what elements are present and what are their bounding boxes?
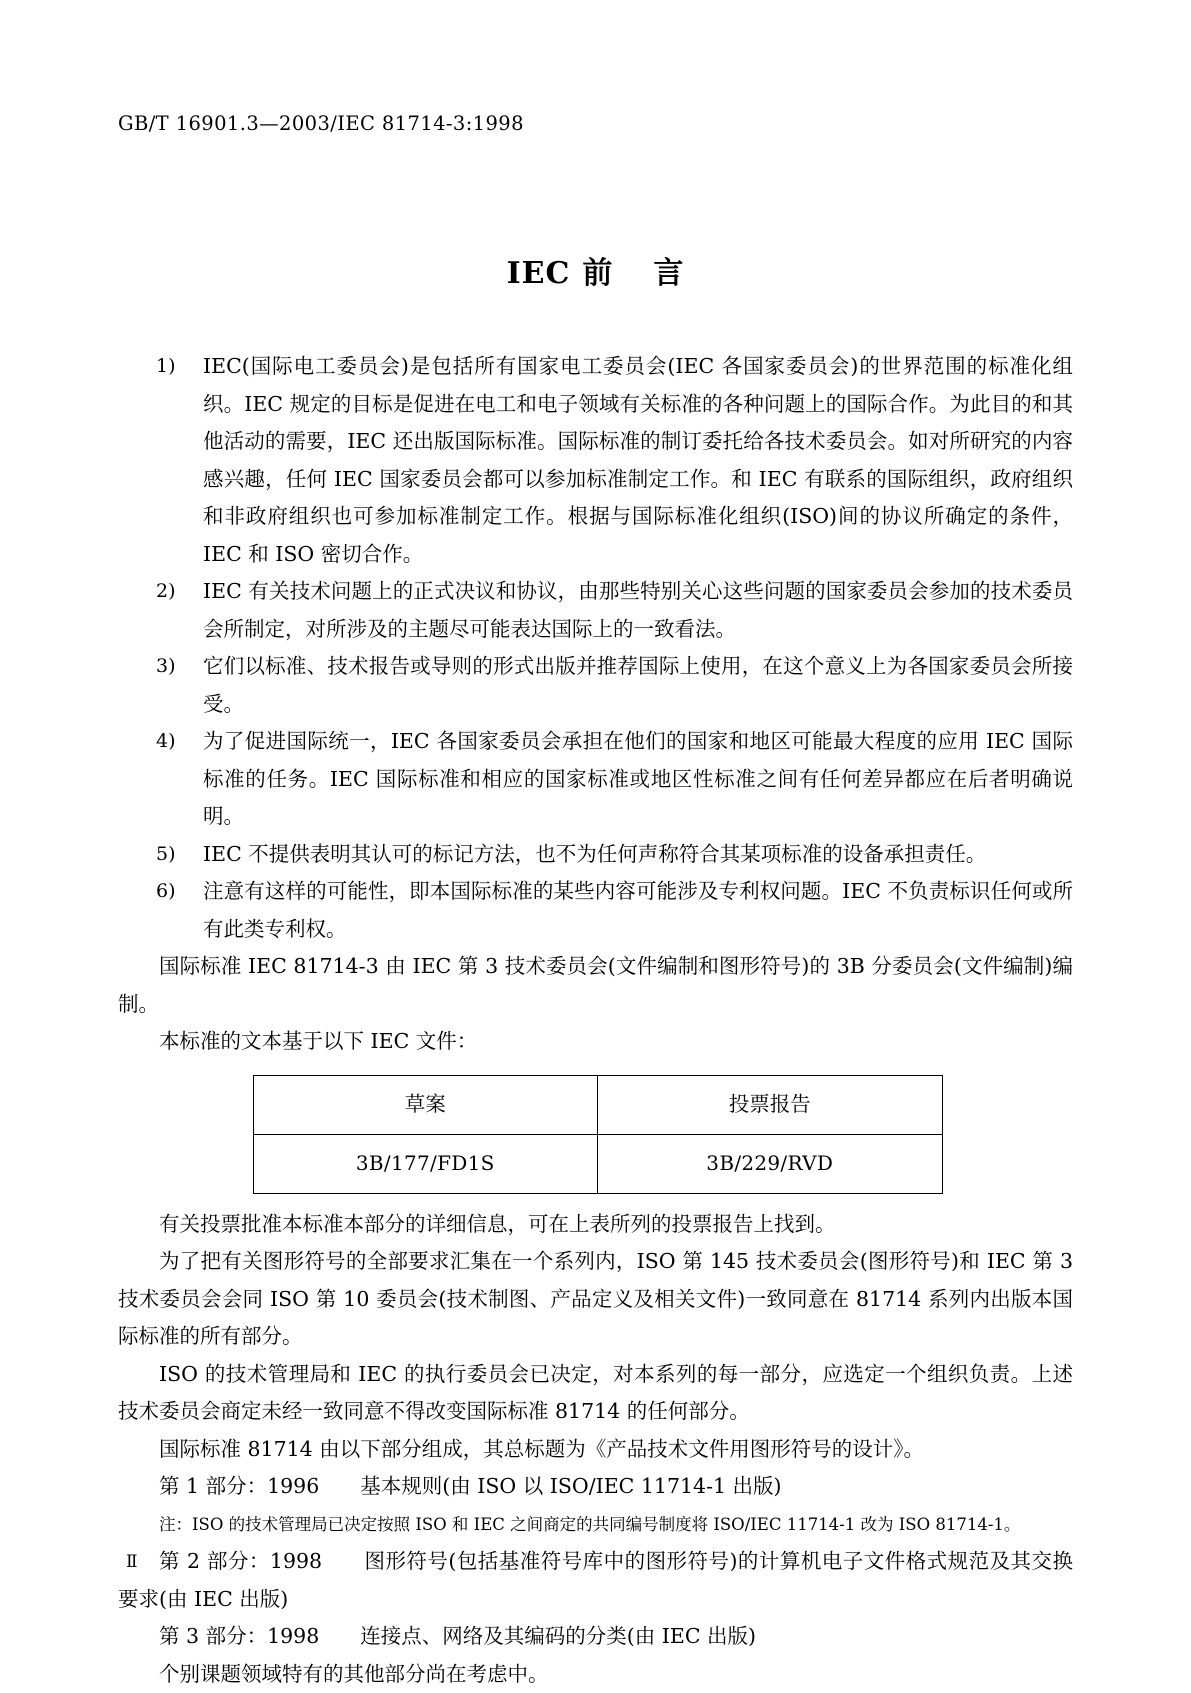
running-head (118, 112, 524, 135)
standard-code: GB/T 16901.3—2003/IEC 81714-3:1998 (118, 112, 524, 135)
page-folio: Ⅱ (126, 1552, 138, 1572)
paragraph-prepared-by: 国际标准 IEC 81714-3 由 IEC 第 3 技术委员会(文件编制和图形符号)的 3B 分委员会(文件编制)编制。 (118, 948, 1073, 1023)
paragraph-voting-info: 有关投票批准本标准本部分的详细信息，可在上表所列的投票报告上找到。 (118, 1206, 1073, 1244)
clause-text: 注意有这样的可能性，即本国际标准的某些内容可能涉及专利权问题。IEC 不负责标识任何或所有此类专利权。 (203, 873, 1073, 948)
clause-marker: 5) (156, 836, 196, 874)
clause-marker: 3) (156, 648, 196, 686)
paragraph-other-parts: 个别课题领域特有的其他部分尚在考虑中。 (118, 1656, 1073, 1693)
clause-marker: 2) (156, 573, 196, 611)
page-title (0, 248, 1191, 292)
table-header-voting-report: 投票报告 (598, 1075, 943, 1134)
clause-text: IEC 不提供表明其认可的标记方法，也不为任何声称符合其某项标准的设备承担责任。 (203, 836, 1073, 874)
page-title-cjk-first: 前 (582, 256, 613, 291)
list-item (118, 648, 1073, 723)
clause-text: IEC 有关技术问题上的正式决议和协议，由那些特别关心这些问题的国家委员会参加的技术委员会所制定，对所涉及的主题尽可能表达国际上的一致看法。 (203, 573, 1073, 648)
paragraph-parts-intro: 国际标准 81714 由以下部分组成，其总标题为《产品技术文件用图形符号的设计》。 (118, 1431, 1073, 1469)
list-item (118, 348, 1073, 573)
page-title-cjk-second: 言 (653, 256, 684, 291)
iec-foreword-clause-list (118, 348, 1073, 948)
table-cell-draft-code: 3B/177/FD1S (253, 1134, 598, 1193)
page-title-latin: IEC (507, 256, 571, 291)
body-content (118, 348, 1073, 1693)
table-row (253, 1134, 942, 1193)
source-documents-table (253, 1075, 943, 1194)
clause-marker: 6) (156, 873, 196, 911)
paragraph-series-agreement: 为了把有关图形符号的全部要求汇集在一个系列内，ISO 第 145 技术委员会(图形符号)和 IEC 第 3 技术委员会会同 ISO 第 10 委员会(技术制图、产品定义及相关文件)一致同意在 81714 系列内出版本国际标准的所有部分。 (118, 1243, 1073, 1356)
table-header-draft: 草案 (253, 1075, 598, 1134)
list-item (118, 723, 1073, 836)
table-header-row (253, 1075, 942, 1134)
table-cell-voting-report-code: 3B/229/RVD (598, 1134, 943, 1193)
paragraph-part-3: 第 3 部分：1998 连接点、网络及其编码的分类(由 IEC 出版) (118, 1618, 1073, 1656)
clause-text: IEC(国际电工委员会)是包括所有国家电工委员会(IEC 各国家委员会)的世界范围的标准化组织。IEC 规定的目标是促进在电工和电子领域有关标准的各种问题上的国际合作。为此目的和其他活动的需要，IEC 还出版国际标准。国际标准的制订委托给各技术委员会。如对所研究的内容感兴趣，任何 IEC 国家委员会都可以参加标准制定工作。和 IEC 有联系的国际组织，政府组织和非政府组织也可参加标准制定工作。根据与国际标准化组织(ISO)间的协议所确定的条件，IEC 和 ISO 密切合作。 (203, 348, 1073, 573)
paragraph-part-1-note: 注：ISO 的技术管理局已决定按照 ISO 和 IEC 之间商定的共同编号制度将 ISO/IEC 11714-1 改为 ISO 81714-1。 (118, 1506, 1073, 1544)
clause-text: 为了促进国际统一，IEC 各国家委员会承担在他们的国家和地区可能最大程度的应用 IEC 国际标准的任务。IEC 国际标准和相应的国家标准或地区性标准之间有任何差异都应在后者明确说明。 (203, 723, 1073, 836)
paragraph-text-based-on: 本标准的文本基于以下 IEC 文件： (118, 1023, 1073, 1061)
clause-text: 它们以标准、技术报告或导则的形式出版并推荐国际上使用，在这个意义上为各国家委员会所接受。 (203, 648, 1073, 723)
list-item (118, 836, 1073, 874)
source-documents-table-wrap (118, 1075, 1073, 1194)
list-item (118, 573, 1073, 648)
clause-marker: 4) (156, 723, 196, 761)
paragraph-management-decision: ISO 的技术管理局和 IEC 的执行委员会已决定，对本系列的每一部分，应选定一个组织负责。上述技术委员会商定未经一致同意不得改变国际标准 81714 的任何部分。 (118, 1356, 1073, 1431)
paragraph-part-2: 第 2 部分：1998 图形符号(包括基准符号库中的图形符号)的计算机电子文件格式规范及其交换要求(由 IEC 出版) (118, 1543, 1073, 1618)
paragraph-part-1: 第 1 部分：1996 基本规则(由 ISO 以 ISO/IEC 11714-1 出版) (118, 1468, 1073, 1506)
clause-marker: 1) (156, 348, 196, 386)
list-item (118, 873, 1073, 948)
